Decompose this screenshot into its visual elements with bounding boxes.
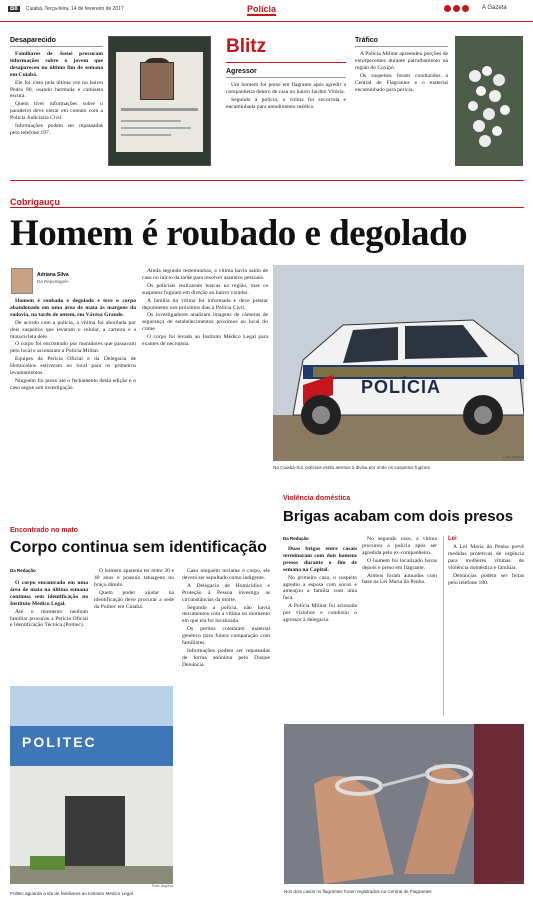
main-headline: Homem é roubado e degolado [10,213,468,254]
brief-title: Tráfico [355,37,378,44]
brief-paragraph: A Polícia Militar apreendeu porções de entorpecentes durante patrulhamento na região do Coxipó. [355,51,448,71]
main-story-column-2 [142,268,268,349]
paragraph: O corpo foi encontrado por moradores que passavam pelo local e acionaram a Polícia Militar. [10,341,136,355]
story-two-column-2 [94,568,174,611]
paragraph: O homem foi localizado horas depois e preso em flagrante. [362,557,437,571]
brief-title: Agressor [226,68,257,75]
story-two-column-1 [10,580,88,630]
section-title: Polícia [247,4,277,14]
paragraph: Segundo a polícia, não havia documentos com a vítima no momento em que ela foi localizada. [182,604,270,625]
brief-paragraph: Informações podem ser repassadas pelo telefone 197. [10,123,103,136]
paragraph: O corpo encontrado em uma área de mata na última semana continua sem identificação no Instituto Médico Legal. [10,580,88,607]
law-sidebar [443,536,524,716]
police-car-illustration [273,265,524,461]
photo-caption: Na Cuiabá-Sul, policiais estão atentos à divisa por onde os suspeitos fugiram [273,465,431,470]
paragraph: A Delegacia de Homicídios e Proteção à Pessoa investiga as circunstâncias da morte. [182,582,270,603]
seized-drugs-photo [455,36,523,166]
paragraph: Duas brigas entre casais terminaram com dois homens presos durante o fim de semana na Capital. [283,546,357,573]
brief-paragraph: Familiares de Josué procuram informações sobre o jovem que desapareceu no último fim de semana em Cuiabá. [10,51,103,78]
id-card-line [121,108,198,111]
paragraph: Ainda segundo testemunhas, a vítima havia saído de casa no início da tarde para resolver assuntos pessoais. [142,268,268,281]
building-illustration [10,686,173,884]
paragraph: Equipes da Perícia Oficial e da Delegacia de Homicídios estiveram no local para os primeiros levantamentos. [10,356,136,377]
brief-paragraph: Ele foi visto pela última vez no bairro Pedra 90, usando bermuda e camiseta escura. [10,79,103,100]
brief-paragraph: Um homem foi preso em flagrante após agredir a companheira dentro de casa no bairro Jardim Vitória. [226,82,346,95]
paragraph: A família da vítima foi informada e deve prestar depoimento nos próximos dias à Polícia Civil. [142,297,268,311]
brief-aggressor [226,68,346,112]
brief-title: Desaparecido [10,37,56,44]
story-three-column-1 [283,546,357,625]
building-sign: POLITEC [22,734,97,750]
paragraph: Homem é roubado e degolado e teve o corpo abandonado em uma área de mata às margens da rodovia, na tarde de ontem, em Várzea Grande. [10,298,136,318]
social-icons [444,5,469,12]
paragraph: O corpo foi levado ao Instituto Médico Legal para exames de necropsia. [142,334,268,348]
newspaper-name: A Gazeta [482,5,507,11]
brief-paragraph: Os suspeitos foram conduzidos à Central de Flagrantes e o material encaminhado para perícia. [355,72,448,93]
paragraph: Ninguém foi preso até o fechamento desta edição e o caso segue sob investigação. [10,377,136,391]
edition-date: Cuiabá, Terça-feira, 14 de fevereiro de 2017 [26,6,124,12]
author-name: Adriana Silva [37,272,69,278]
handcuffs-illustration [284,724,524,884]
byline: Da Redação [283,536,309,541]
paragraph: A Polícia Militar foi acionada por vizinhos e conduziu o agressor à delegacia. [283,603,357,624]
paragraph: Caso ninguém reclame o corpo, ele deverá ser sepultado como indigente. [182,568,270,581]
facebook-icon [444,5,451,12]
sidebar-title: Lei [448,536,457,542]
brief-paragraph: Quem tiver informações sobre o paradeiro deve entrar em contato com a Polícia Judiciária Civil. [10,101,103,122]
story-two-column-3 [182,568,270,670]
paragraph: Até o momento nenhum familiar procurou a Perícia Oficial e Identificação Técnica (Politec). [10,608,88,629]
portrait-face [140,62,174,100]
brief-paragraph: Segundo a polícia, a vítima foi socorrida e encaminhada para atendimento médico. [226,96,346,110]
divider [226,62,346,63]
story-three-column-2 [362,536,437,587]
police-car-photo [273,265,524,461]
photo-credit: Foto: Arquivo [502,455,524,459]
brief-trafficking [355,37,448,94]
politec-building-photo [10,686,173,884]
paragraph: O homem aparenta ter entre 30 e 40 anos e possuía tatuagens no braço direito. [94,568,174,588]
divider [10,207,524,208]
story-headline: Brigas acabam com dois presos [283,508,514,525]
paragraph: A Lei Maria da Penha prevê medidas protetivas de urgência para mulheres vítimas de violência doméstica e familiar. [448,544,524,571]
paragraph: Denúncias podem ser feitas pelo telefone 180. [448,572,524,586]
paragraph: Os policiais realizaram buscas na região, mas os suspeitos fugiram em direção ao bairro vizinho. [142,282,268,296]
paragraph: Informações podem ser repassadas de forma anônima pelo Disque Denúncia. [182,647,270,668]
police-car-label: POLÍCIA [361,377,442,397]
photo-credit: Foto: Arquivo [151,884,173,888]
brief-missing [10,37,103,138]
page-number: B8 [10,6,18,12]
id-card-line [121,120,181,122]
author-avatar [11,268,33,294]
paragraph: Os investigadores analisam imagens de câmeras de segurança de estabelecimentos próximos ao local do crime. [142,312,268,333]
paragraph: Ambos foram autuados com base na Lei Maria da Penha. [362,572,437,586]
paragraph: No segundo caso, a vítima procurou a polícia após ser agredida pelo ex-companheiro. [362,536,437,556]
story-kicker: Encontrado no mato [10,527,79,534]
section-divider [10,180,524,181]
paragraph: Quem puder ajudar na identificação deve procurar a sede da Politec em Cuiabá. [94,589,174,610]
id-card-line [121,127,191,129]
twitter-icon [453,5,460,12]
instagram-icon [462,5,469,12]
author-role: Da Reportagem [37,279,69,284]
id-card-line [121,134,171,136]
story-kicker: Cobrigauçu [10,197,61,207]
paragraph: Os peritos coletaram material genético para futura comparação com familiares. [182,626,270,647]
handcuffs-photo [284,724,524,884]
drugs-illustration [455,36,523,166]
paragraph: No primeiro caso, o suspeito agrediu a esposa com socos e ameaçou a família com uma faca. [283,574,357,602]
story-headline: Corpo continua sem identificação [10,539,267,556]
photo-caption: Nos dois casos os flagrantes foram registrados na Central de Flagrantes [284,889,432,894]
photo-caption: Politec aguarda a ida de familiares ao Instituto Médico Legal [10,891,133,896]
paragraph: De acordo com a polícia, a vítima foi abordada por dois suspeitos que levaram o celular, a carteira e a motocicleta dele. [10,319,136,340]
byline: Da Redação [10,568,36,573]
main-story-column-1 [10,298,136,393]
story-kicker: Violência doméstica [283,495,351,502]
photo-credit: Foto: Arquivo [502,880,524,884]
blitz-column-title: Blitz [226,36,267,57]
